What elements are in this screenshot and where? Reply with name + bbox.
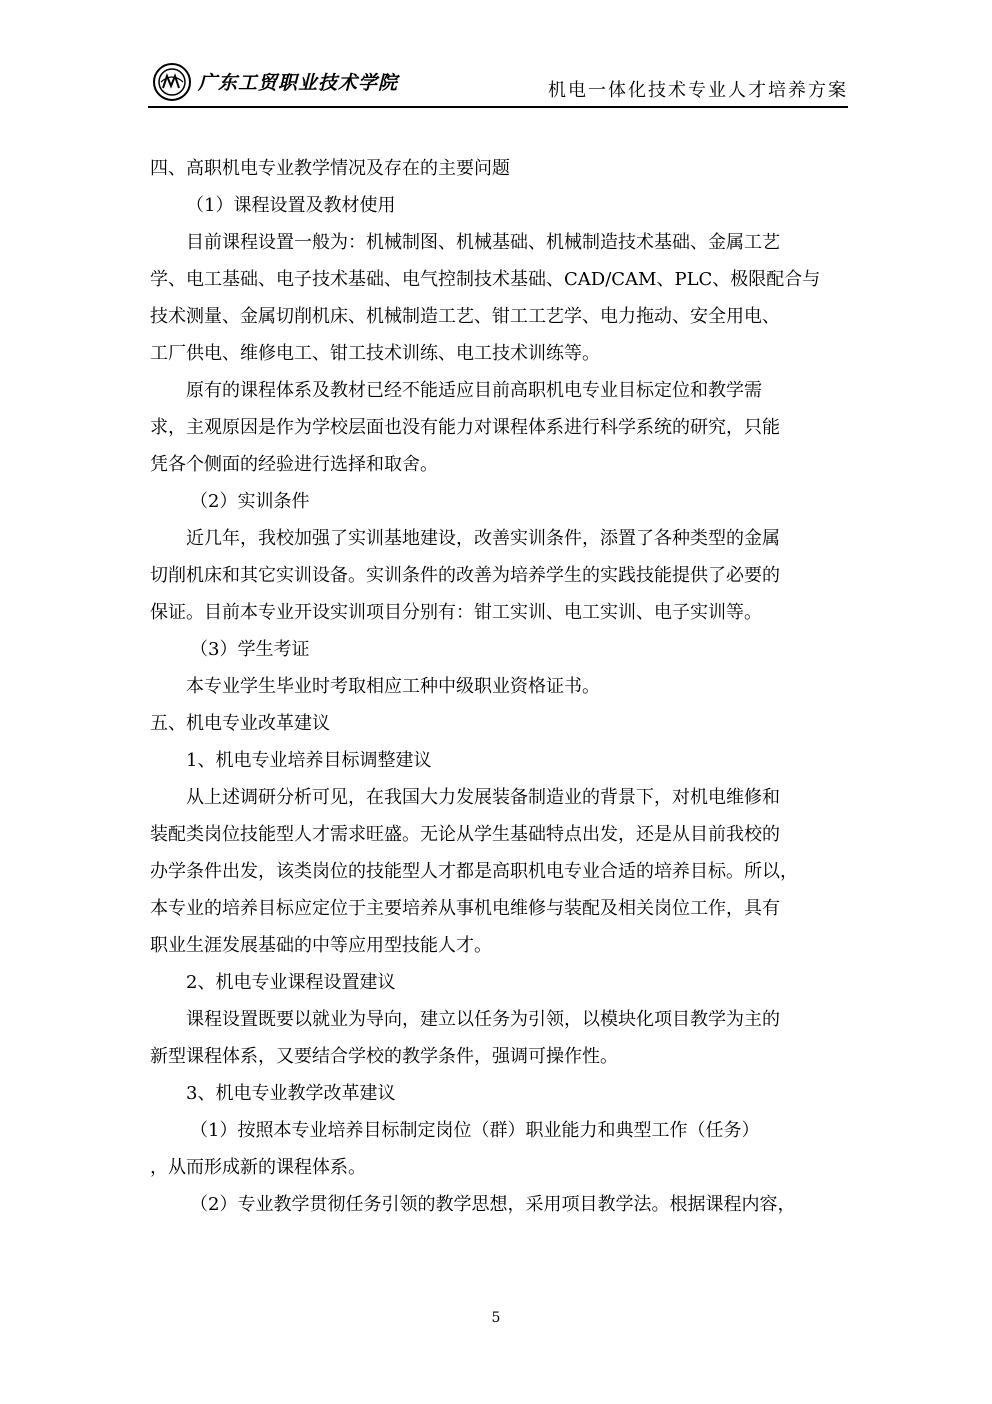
paragraph-line: （2）专业教学贯彻任务引领的教学思想，采用项目教学法。根据课程内容， (190, 1194, 796, 1215)
paragraph-line: 新型课程体系，又要结合学校的教学条件，强调可操作性。 (150, 1046, 618, 1067)
paragraph-line: 本专业的培养目标应定位于主要培养从事机电维修与装配及相关岗位工作，具有 (150, 898, 780, 919)
paragraph-line: ，从而形成新的课程体系。 (150, 1157, 366, 1178)
paragraph-line: 课程设置既要以就业为导向，建立以任务为引领，以模块化项目教学为主的 (186, 1009, 780, 1030)
school-emblem-icon (152, 62, 192, 102)
subsection-heading: 1、机电专业培养目标调整建议 (186, 750, 432, 771)
paragraph-line: 保证。目前本专业开设实训项目分别有：钳工实训、电工实训、电子实训等。 (150, 602, 762, 623)
paragraph-line: 近几年，我校加强了实训基地建设，改善实训条件，添置了各种类型的金属 (186, 528, 780, 549)
subsection-heading: 3、机电专业教学改革建议 (186, 1083, 396, 1104)
document-title: 机电一体化技术专业人才培养方案 (548, 80, 848, 101)
page-body (150, 150, 850, 1223)
paragraph-line: 凭各个侧面的经验进行选择和取舍。 (150, 454, 438, 475)
paragraph-line: 从上述调研分析可见，在我国大力发展装备制造业的背景下，对机电维修和 (186, 787, 780, 808)
paragraph-line: 装配类岗位技能型人才需求旺盛。无论从学生基础特点出发，还是从目前我校的 (150, 824, 780, 845)
page-header (148, 58, 848, 108)
school-name: 广东工贸职业技术学院 (198, 72, 399, 94)
page-number: 5 (491, 1310, 501, 1326)
paragraph-line: 目前课程设置一般为：机械制图、机械基础、机械制造技术基础、金属工艺 (186, 232, 780, 253)
subsection-heading: （1）课程设置及教材使用 (186, 195, 396, 216)
paragraph-line: 职业生涯发展基础的中等应用型技能人才。 (150, 935, 492, 956)
section-heading: 四、高职机电专业教学情况及存在的主要问题 (150, 158, 510, 179)
paragraph-line: 切削机床和其它实训设备。实训条件的改善为培养学生的实践技能提供了必要的 (150, 565, 780, 586)
paragraph-line: 本专业学生毕业时考取相应工种中级职业资格证书。 (186, 676, 600, 697)
paragraph-line: 学、电工基础、电子技术基础、电气控制技术基础、CAD/CAM、PLC、极限配合与 (150, 269, 821, 290)
paragraph-line: 求，主观原因是作为学校层面也没有能力对课程体系进行科学系统的研究，只能 (150, 417, 780, 438)
paragraph-line: （1）按照本专业培养目标制定岗位（群）职业能力和典型工作（任务） (190, 1120, 760, 1141)
subsection-heading: 2、机电专业课程设置建议 (186, 972, 396, 993)
paragraph-line: 工厂供电、维修电工、钳工技术训练、电工技术训练等。 (150, 343, 600, 364)
subsection-heading: （2）实训条件 (190, 491, 310, 512)
section-heading: 五、机电专业改革建议 (150, 713, 330, 734)
subsection-heading: （3）学生考证 (190, 639, 310, 660)
paragraph-line: 原有的课程体系及教材已经不能适应目前高职机电专业目标定位和教学需 (186, 380, 762, 401)
header-divider (148, 106, 848, 108)
paragraph-line: 办学条件出发，该类岗位的技能型人才都是高职机电专业合适的培养目标。所以， (150, 861, 798, 882)
paragraph-line: 技术测量、金属切削机床、机械制造工艺、钳工工艺学、电力拖动、安全用电、 (150, 306, 780, 327)
